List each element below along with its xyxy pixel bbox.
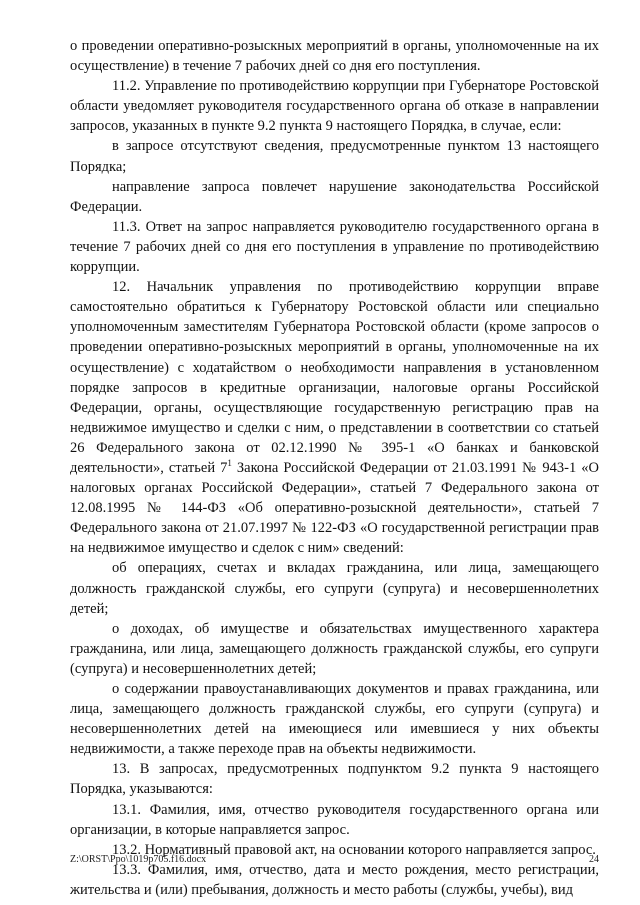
paragraph-12 bbox=[70, 277, 599, 558]
paragraph-operations-accounts: об операциях, счетах и вкладах гражданина, или лица, замещающего должность гражданской службы, его супруги (супруга) и несовершеннолетних детей; bbox=[70, 560, 599, 617]
footer-file-path: Z:\ORST\Ppo\1019p705.f16.docx bbox=[70, 854, 207, 865]
paragraph-continuation: о проведении оперативно-розыскных мероприятий в органы, уполномоченные на их осуществление) в течение 7 рабочих дней со дня его поступления. bbox=[70, 38, 599, 75]
superscript-footnote: 1 bbox=[227, 458, 232, 469]
paragraph-condition-law-violation: направление запроса повлечет нарушение законодательства Российской Федерации. bbox=[70, 178, 599, 215]
paragraph-11-2: 11.2. Управление по противодействию коррупции при Губернаторе Ростовской области уведомляет руководителя государственного органа об отказе в направлении запросов, указанных в пункте 9.2 пункта 9 настоящего Порядка, в случае, если: bbox=[70, 78, 599, 135]
page-footer bbox=[70, 854, 599, 868]
paragraph-11-3: 11.3. Ответ на запрос направляется руководителю государственного органа в течение 7 рабочих дней со дня его поступления в управление по противодействию коррупции. bbox=[70, 218, 599, 276]
paragraph-13-2: 13.2. Нормативный правовой акт, на основании которого направляется запрос. bbox=[112, 841, 596, 858]
paragraph-13-3: 13.3. Фамилия, имя, отчество, дата и место рождения, место регистрации, жительства и (или) пребывания, должность и место работы (службы, учебы), вид bbox=[70, 861, 599, 898]
paragraph-12-text-start: 12. Начальник управления по противодействию коррупции вправе самостоятельно обратиться к Губернатору Ростовской области или специально уполномоченным заместителям Губернатора Ростовской области (кроме запросов о проведении оперативно-розыскных мероприятий в органы, уполномоченные на их осуществление) с ходатайством о необходимости направления в установленном порядке запросов в кредитные организации, налоговые органы Российской Федерации, органы, осуществляющие государственную регистрацию прав на недвижимое имущество и сделки с ним, о представлении в соответствии со статьей 26 Федерального закона от 02.12.1990 № 395-1 «О банках и банковской деятельности», статьей 7 bbox=[70, 279, 599, 476]
paragraph-title-documents: о содержании правоустанавливающих документов и правах гражданина, или лица, замещающего должность гражданской службы, его супруги (супруга) и несовершеннолетних детей на имеющиеся или имевшиеся у них объекты недвижимости, а также переходе прав на объекты недвижимости. bbox=[70, 681, 599, 758]
paragraph-12-text-end: Закона Российской Федерации от 21.03.1991 № 943-1 «О налоговых органах Российской Федерации», статьей 7 Федерального закона от 12.08.1995 № 144-ФЗ «Об оперативно-розыскной деятельности», статьей 7 Федерального закона от 21.07.1997 № 122-ФЗ «О государственной регистрации прав на недвижимое имущество и сделок с ним» сведений: bbox=[70, 459, 600, 557]
paragraph-condition-missing-info: в запросе отсутствуют сведения, предусмотренные пунктом 13 настоящего Порядка; bbox=[70, 138, 599, 175]
document-body bbox=[70, 36, 599, 900]
paragraph-13-1: 13.1. Фамилия, имя, отчество руководителя государственного органа или организации, в которые направляется запрос. bbox=[70, 801, 599, 838]
page-number: 24 bbox=[589, 854, 599, 865]
paragraph-13: 13. В запросах, предусмотренных подпунктом 9.2 пункта 9 настоящего Порядка, указываются: bbox=[70, 761, 599, 798]
paragraph-income-property: о доходах, об имуществе и обязательствах имущественного характера гражданина, или лица, замещающего должность гражданской службы, его супруги (супруга) и несовершеннолетних детей; bbox=[70, 620, 599, 677]
